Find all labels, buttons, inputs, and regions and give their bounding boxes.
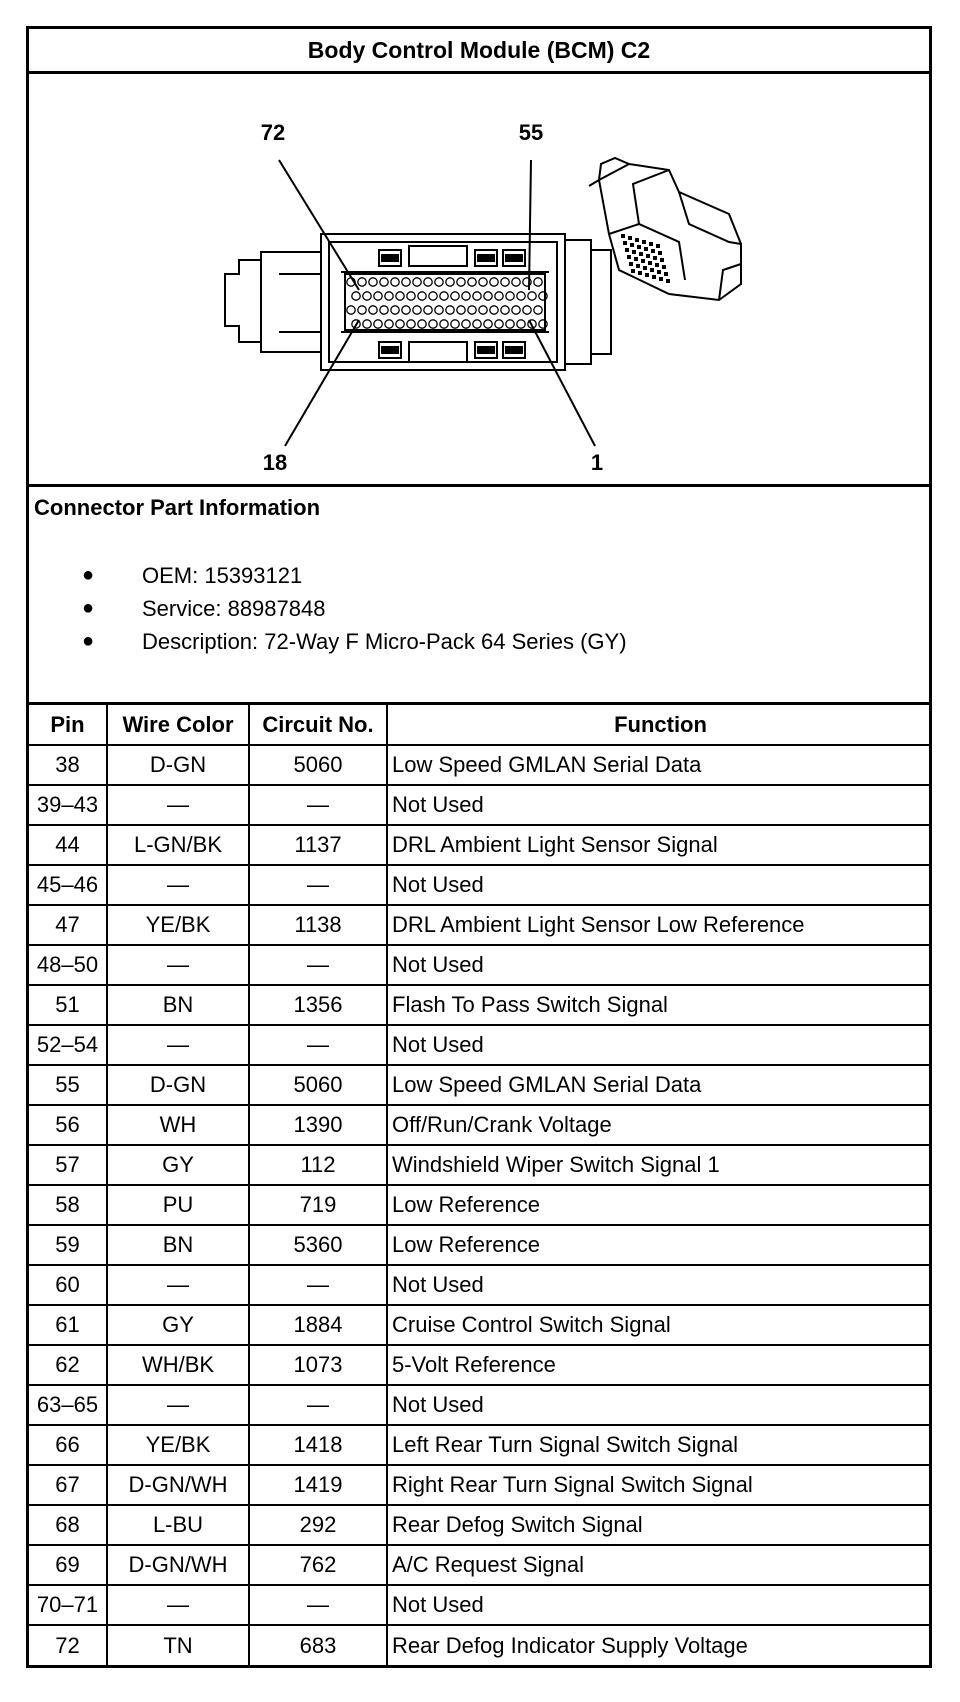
pin-cavity: [424, 306, 432, 314]
pin-cavity: [413, 306, 421, 314]
pin-cavity: [462, 292, 470, 300]
cell-function: Off/Run/Crank Voltage: [387, 1105, 929, 1145]
cell-function: Low Speed GMLAN Serial Data: [387, 745, 929, 785]
pin-cavity: [638, 271, 642, 275]
cell-pin: 39–43: [29, 785, 107, 825]
pin-cavity: [646, 254, 650, 258]
header-wire-color: Wire Color: [107, 705, 249, 745]
section-heading: Connector Part Information: [34, 495, 321, 520]
pin-cavity: [656, 244, 660, 248]
pin-label-72: 72: [260, 120, 286, 145]
pin-cavity: [374, 320, 382, 328]
cell-circuit-no: —: [249, 785, 387, 825]
table-row: [29, 1585, 929, 1625]
pin-cavity: [396, 292, 404, 300]
table-row: [29, 1225, 929, 1265]
page-title: Body Control Module (BCM) C2: [29, 29, 929, 74]
table-row: [29, 745, 929, 785]
pin-cavity: [517, 320, 525, 328]
table-row: [29, 1545, 929, 1585]
cell-pin: 62: [29, 1345, 107, 1385]
pin-cavity: [396, 320, 404, 328]
connector-drawing: [29, 74, 929, 484]
cell-function: Not Used: [387, 1265, 929, 1305]
cell-wire-color: —: [107, 1385, 249, 1425]
cell-pin: 51: [29, 985, 107, 1025]
cell-circuit-no: 1390: [249, 1105, 387, 1145]
pin-cavity: [629, 262, 633, 266]
part-oem: OEM: 15393121: [142, 563, 303, 588]
pin-cavity: [501, 278, 509, 286]
pin-cavity: [352, 292, 360, 300]
cell-function: Not Used: [387, 1385, 929, 1425]
cell-pin: 60: [29, 1265, 107, 1305]
pin-cavity: [644, 247, 648, 251]
pin-label-18: 18: [262, 450, 288, 475]
cell-pin: 57: [29, 1145, 107, 1185]
table-row: [29, 1025, 929, 1065]
cell-wire-color: L-BU: [107, 1505, 249, 1545]
pin-cavity: [649, 242, 653, 246]
cell-circuit-no: 1138: [249, 905, 387, 945]
table-row: [29, 1185, 929, 1225]
pin-cavity: [380, 306, 388, 314]
part-description: Description: 72-Way F Micro-Pack 64 Series (GY): [142, 629, 627, 654]
cell-function: 5-Volt Reference: [387, 1345, 929, 1385]
pin-cavity: [528, 292, 536, 300]
table-row: [29, 1265, 929, 1305]
cell-wire-color: L-GN/BK: [107, 825, 249, 865]
pin-cavity: [666, 279, 670, 283]
pin-cavity: [363, 320, 371, 328]
cell-function: Left Rear Turn Signal Switch Signal: [387, 1425, 929, 1465]
cell-function: Low Reference: [387, 1225, 929, 1265]
cell-function: Cruise Control Switch Signal: [387, 1305, 929, 1345]
cell-wire-color: YE/BK: [107, 1425, 249, 1465]
pin-cavity: [385, 320, 393, 328]
cell-circuit-no: 292: [249, 1505, 387, 1545]
pin-cavity: [380, 278, 388, 286]
pin-cavity: [435, 306, 443, 314]
bullet-icon: ●: [82, 564, 95, 586]
cell-wire-color: —: [107, 1025, 249, 1065]
pin-cavity: [479, 278, 487, 286]
pin-cavity: [651, 249, 655, 253]
cell-function: Not Used: [387, 785, 929, 825]
pin-cavity: [369, 278, 377, 286]
cell-wire-color: BN: [107, 985, 249, 1025]
pin-cavity: [446, 306, 454, 314]
table-row: [29, 1105, 929, 1145]
cell-circuit-no: —: [249, 1585, 387, 1625]
cell-circuit-no: 5060: [249, 1065, 387, 1105]
cell-pin: 66: [29, 1425, 107, 1465]
pin-cavity: [391, 278, 399, 286]
cell-circuit-no: 762: [249, 1545, 387, 1585]
table-row: [29, 825, 929, 865]
cell-function: Not Used: [387, 865, 929, 905]
pin-cavity: [468, 306, 476, 314]
cell-pin: 44: [29, 825, 107, 865]
pin-cavity: [440, 320, 448, 328]
cell-wire-color: D-GN: [107, 745, 249, 785]
cell-pin: 48–50: [29, 945, 107, 985]
pin-cavity: [635, 238, 639, 242]
pin-cavity: [484, 320, 492, 328]
list-item: [34, 559, 924, 592]
pin-label-1: 1: [590, 450, 604, 475]
cell-wire-color: PU: [107, 1185, 249, 1225]
pin-cavity: [632, 250, 636, 254]
pin-cavity: [621, 234, 625, 238]
pin-cavity: [451, 320, 459, 328]
pin-cavity: [495, 320, 503, 328]
cell-function: Rear Defog Indicator Supply Voltage: [387, 1625, 929, 1665]
pin-cavity: [648, 261, 652, 265]
table-row: [29, 1065, 929, 1105]
cell-circuit-no: 719: [249, 1185, 387, 1225]
pin-cavity: [652, 275, 656, 279]
cell-wire-color: YE/BK: [107, 905, 249, 945]
cell-circuit-no: 683: [249, 1625, 387, 1665]
pin-cavity: [490, 306, 498, 314]
cell-wire-color: —: [107, 865, 249, 905]
pin-cavity: [645, 273, 649, 277]
table-row: [29, 1345, 929, 1385]
cell-pin: 56: [29, 1105, 107, 1145]
header-circuit-no: Circuit No.: [249, 705, 387, 745]
pin-cavity: [457, 278, 465, 286]
cell-pin: 55: [29, 1065, 107, 1105]
cell-circuit-no: —: [249, 945, 387, 985]
table-row: [29, 1465, 929, 1505]
pin-cavity: [473, 292, 481, 300]
cell-function: Not Used: [387, 1025, 929, 1065]
pin-cavity: [495, 292, 503, 300]
pin-cavity: [358, 278, 366, 286]
cell-pin: 58: [29, 1185, 107, 1225]
cell-pin: 59: [29, 1225, 107, 1265]
cell-wire-color: —: [107, 785, 249, 825]
cell-wire-color: —: [107, 945, 249, 985]
cell-circuit-no: 1419: [249, 1465, 387, 1505]
pin-cavity: [435, 278, 443, 286]
cell-wire-color: TN: [107, 1625, 249, 1665]
pin-cavity: [641, 259, 645, 263]
pin-cavity: [418, 292, 426, 300]
pin-cavity: [501, 306, 509, 314]
pin-cavity: [462, 320, 470, 328]
pin-cavity: [402, 278, 410, 286]
pin-cavity: [634, 257, 638, 261]
pin-cavity-field: [347, 278, 547, 328]
pin-cavity: [440, 292, 448, 300]
pin-cavity: [643, 266, 647, 270]
cell-pin: 67: [29, 1465, 107, 1505]
cell-wire-color: GY: [107, 1305, 249, 1345]
cell-wire-color: GY: [107, 1145, 249, 1185]
cell-wire-color: D-GN/WH: [107, 1545, 249, 1585]
pin-cavity: [659, 277, 663, 281]
pin-cavity: [424, 278, 432, 286]
cell-circuit-no: —: [249, 1025, 387, 1065]
cell-wire-color: D-GN/WH: [107, 1465, 249, 1505]
table-row: [29, 1305, 929, 1345]
cell-wire-color: WH: [107, 1105, 249, 1145]
table-row: [29, 1385, 929, 1425]
table-row: [29, 785, 929, 825]
pin-cavity: [506, 292, 514, 300]
pin-cavity: [429, 292, 437, 300]
cell-circuit-no: 5060: [249, 745, 387, 785]
part-service: Service: 88987848: [142, 596, 326, 621]
pin-cavity: [628, 236, 632, 240]
pin-cavity: [358, 306, 366, 314]
cell-function: Rear Defog Switch Signal: [387, 1505, 929, 1545]
cell-circuit-no: 112: [249, 1145, 387, 1185]
header-pin: Pin: [29, 705, 107, 745]
table-row: [29, 985, 929, 1025]
pin-cavity: [369, 306, 377, 314]
connector-part-information: [29, 487, 929, 705]
pin-cavity: [658, 251, 662, 255]
cell-wire-color: D-GN: [107, 1065, 249, 1105]
cell-function: DRL Ambient Light Sensor Low Reference: [387, 905, 929, 945]
cell-pin: 45–46: [29, 865, 107, 905]
cell-circuit-no: 1356: [249, 985, 387, 1025]
pin-cavity: [517, 292, 525, 300]
cell-pin: 68: [29, 1505, 107, 1545]
pin-cavity: [385, 292, 393, 300]
part-info-list: [34, 559, 924, 658]
pin-cavity: [363, 292, 371, 300]
pin-cavity: [429, 320, 437, 328]
pin-cavity: [655, 263, 659, 267]
cell-pin: 38: [29, 745, 107, 785]
header-function: Function: [387, 705, 929, 745]
list-item: [34, 625, 924, 658]
table-header-row: [29, 705, 929, 745]
cell-circuit-no: —: [249, 865, 387, 905]
pin-cavity: [506, 320, 514, 328]
table-row: [29, 905, 929, 945]
pin-cavity: [534, 306, 542, 314]
pin-cavity: [650, 268, 654, 272]
pin-cavity: [479, 306, 487, 314]
cell-pin: 72: [29, 1625, 107, 1665]
cell-function: DRL Ambient Light Sensor Signal: [387, 825, 929, 865]
pin-cavity: [639, 252, 643, 256]
pin-cavity: [484, 292, 492, 300]
pin-cavity: [642, 240, 646, 244]
cell-circuit-no: 1884: [249, 1305, 387, 1345]
pin-cavity: [418, 320, 426, 328]
pin-cavity: [627, 255, 631, 259]
pin-cavity: [446, 278, 454, 286]
cell-circuit-no: 1073: [249, 1345, 387, 1385]
list-item: [34, 592, 924, 625]
pin-cavity: [512, 306, 520, 314]
cell-pin: 70–71: [29, 1585, 107, 1625]
table-row: [29, 1145, 929, 1185]
pin-cavity: [657, 270, 661, 274]
pin-cavity: [636, 264, 640, 268]
pin-cavity: [653, 256, 657, 260]
pin-label-55: 55: [518, 120, 544, 145]
connector-diagram: [29, 74, 929, 487]
cell-pin: 47: [29, 905, 107, 945]
pin-cavity: [413, 278, 421, 286]
cell-pin: 52–54: [29, 1025, 107, 1065]
pin-cavity: [664, 272, 668, 276]
table-row: [29, 1625, 929, 1665]
pin-cavity: [630, 243, 634, 247]
table-row: [29, 1425, 929, 1465]
pin-cavity: [468, 278, 476, 286]
pin-cavity: [374, 292, 382, 300]
pin-cavity: [347, 306, 355, 314]
cell-function: Not Used: [387, 945, 929, 985]
table-row: [29, 865, 929, 905]
pinout-table: [29, 705, 929, 1665]
pin-cavity: [490, 278, 498, 286]
pin-cavity: [631, 269, 635, 273]
pin-cavity: [534, 278, 542, 286]
pin-cavity: [662, 265, 666, 269]
cell-wire-color: —: [107, 1585, 249, 1625]
pin-cavity: [637, 245, 641, 249]
pin-cavity: [512, 278, 520, 286]
connector-sheet: [26, 26, 932, 1668]
cell-function: Right Rear Turn Signal Switch Signal: [387, 1465, 929, 1505]
pin-cavity: [623, 241, 627, 245]
cell-wire-color: WH/BK: [107, 1345, 249, 1385]
cell-wire-color: BN: [107, 1225, 249, 1265]
cell-pin: 69: [29, 1545, 107, 1585]
cell-function: Windshield Wiper Switch Signal 1: [387, 1145, 929, 1185]
cell-circuit-no: 1137: [249, 825, 387, 865]
cell-pin: 61: [29, 1305, 107, 1345]
pin-cavity: [457, 306, 465, 314]
pin-cavity: [407, 292, 415, 300]
pin-cavity: [660, 258, 664, 262]
bullet-icon: ●: [82, 597, 95, 619]
cell-wire-color: —: [107, 1265, 249, 1305]
bullet-icon: ●: [82, 630, 95, 652]
cell-function: Flash To Pass Switch Signal: [387, 985, 929, 1025]
cell-circuit-no: 5360: [249, 1225, 387, 1265]
cell-function: Low Speed GMLAN Serial Data: [387, 1065, 929, 1105]
pin-cavity: [451, 292, 459, 300]
cell-function: Low Reference: [387, 1185, 929, 1225]
table-row: [29, 1505, 929, 1545]
connector-3d-view: [621, 234, 670, 283]
cell-pin: 63–65: [29, 1385, 107, 1425]
table-row: [29, 945, 929, 985]
pin-cavity: [402, 306, 410, 314]
cell-circuit-no: —: [249, 1265, 387, 1305]
pin-cavity: [407, 320, 415, 328]
cell-circuit-no: 1418: [249, 1425, 387, 1465]
pin-cavity: [625, 248, 629, 252]
cell-function: Not Used: [387, 1585, 929, 1625]
pin-cavity: [523, 306, 531, 314]
cell-circuit-no: —: [249, 1385, 387, 1425]
pin-cavity: [473, 320, 481, 328]
cell-function: A/C Request Signal: [387, 1545, 929, 1585]
pin-cavity: [391, 306, 399, 314]
